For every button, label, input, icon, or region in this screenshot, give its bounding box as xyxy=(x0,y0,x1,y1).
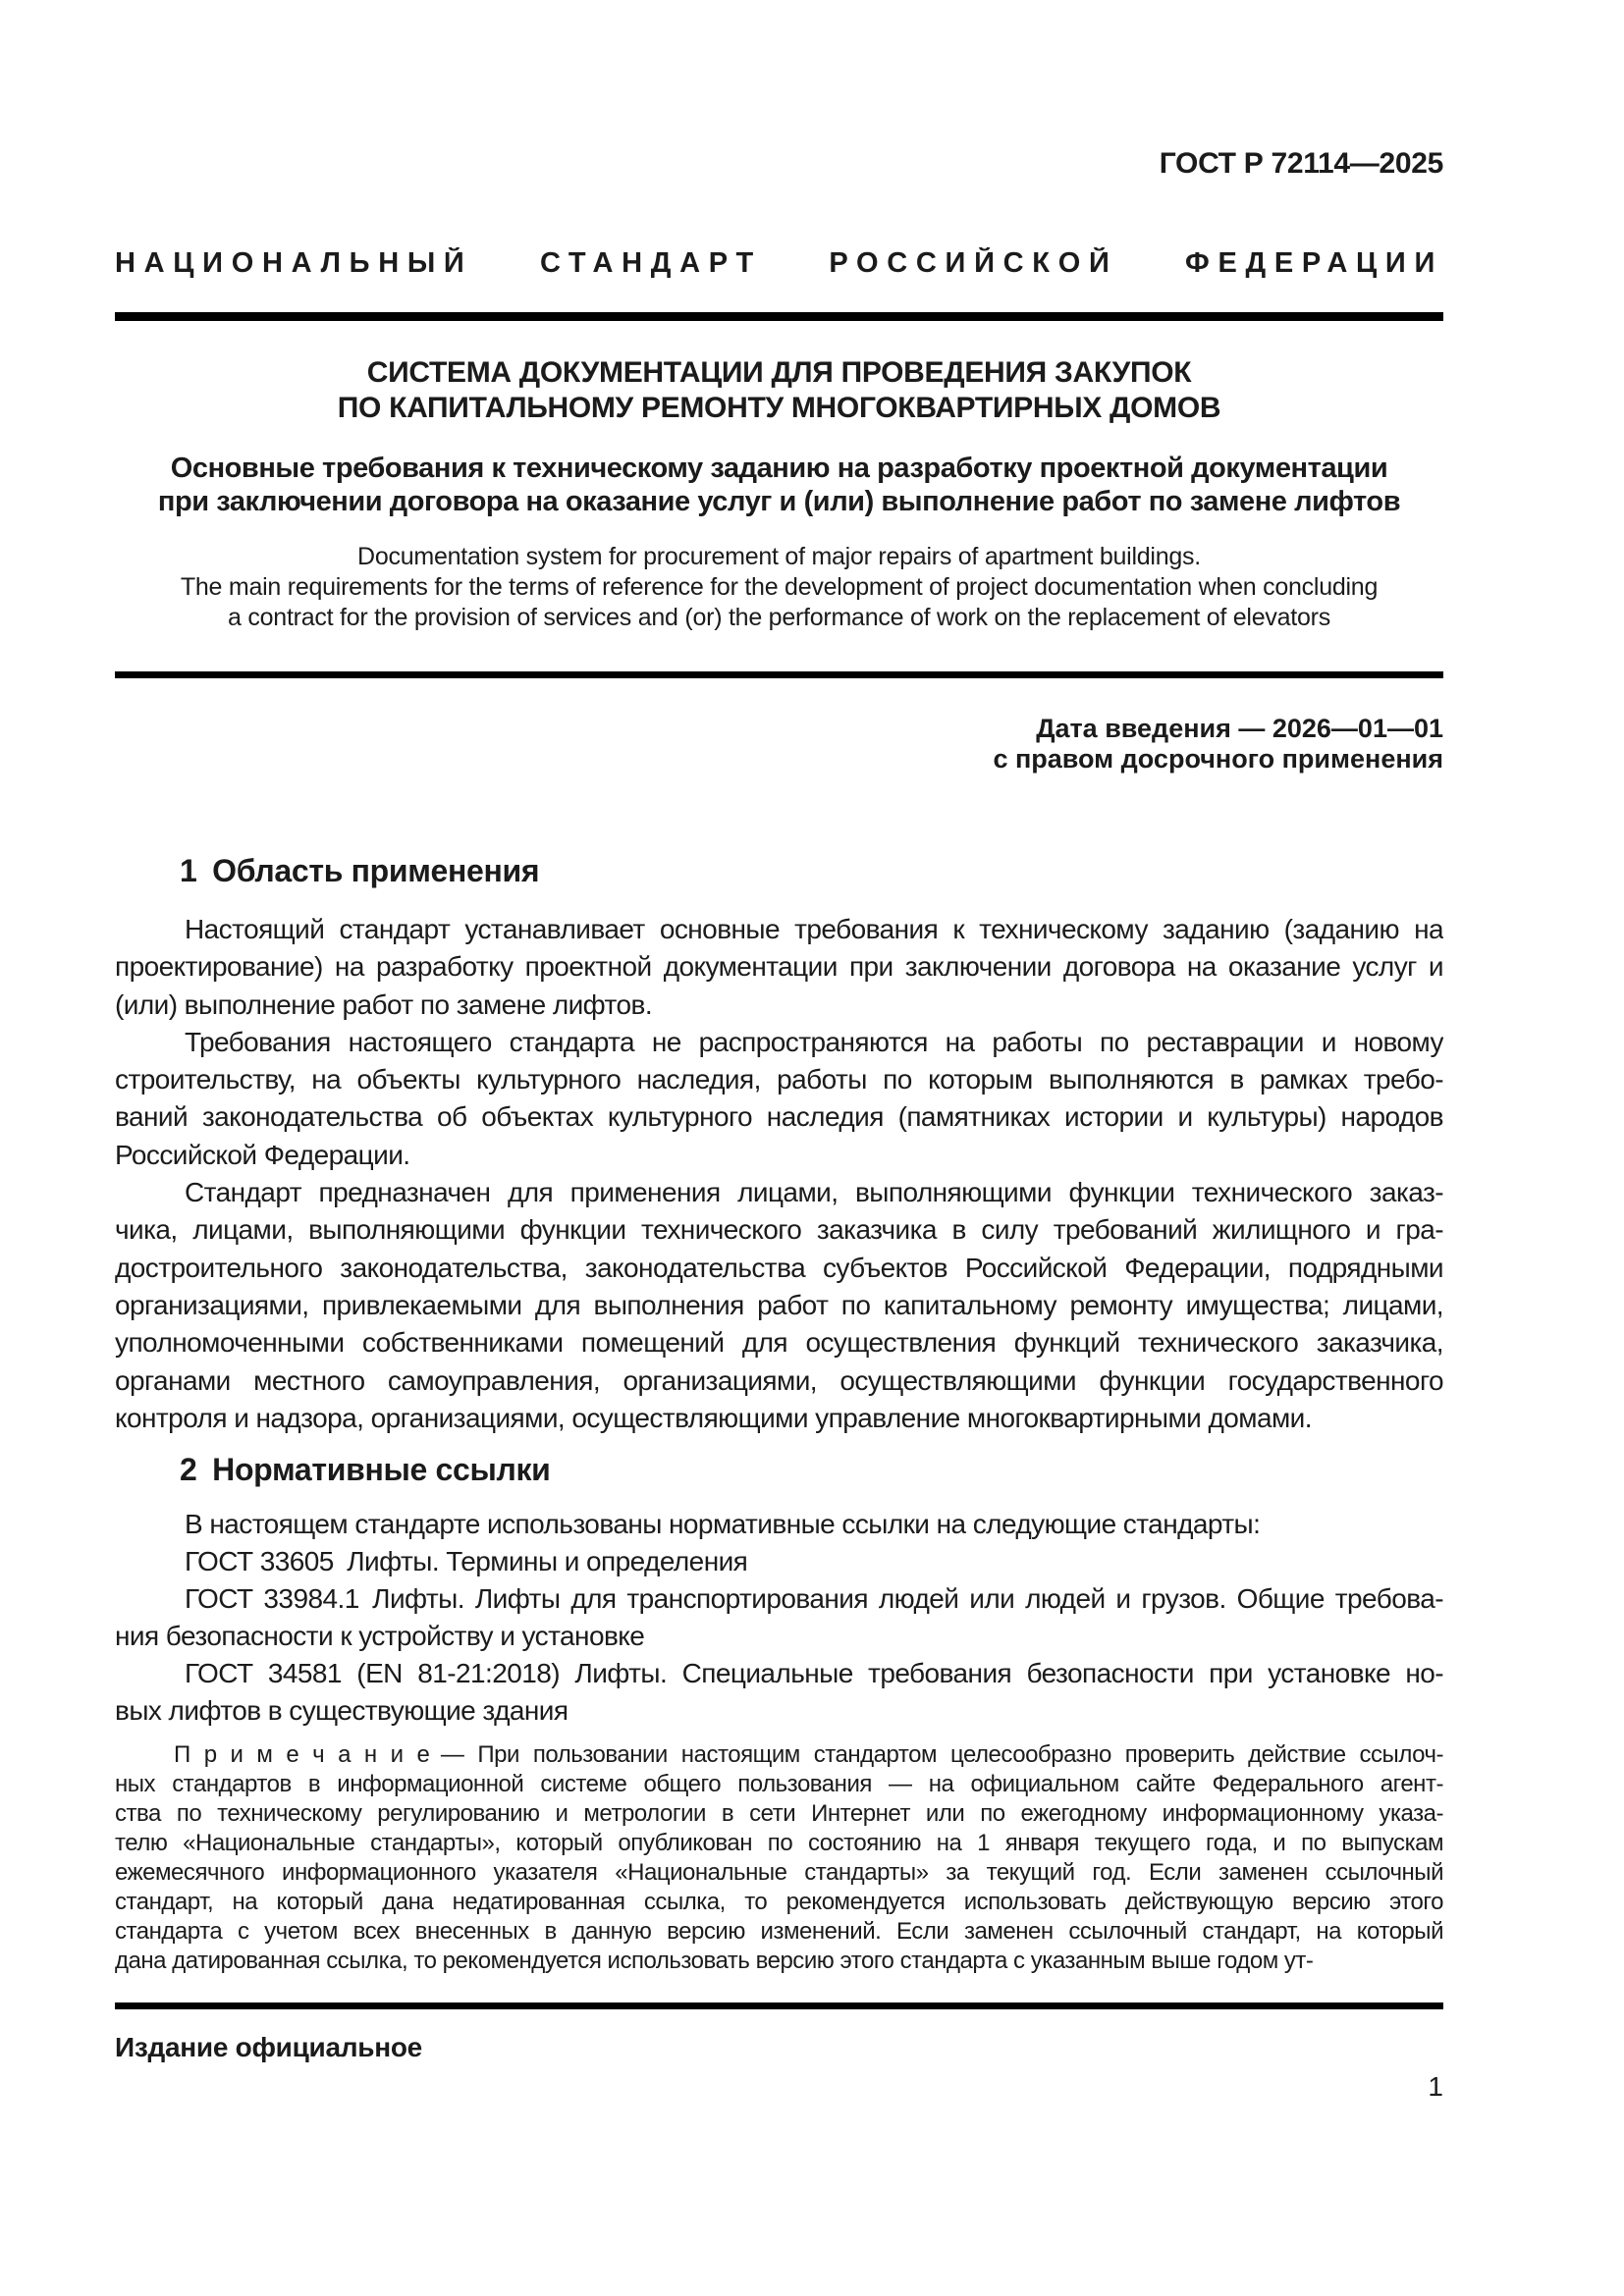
standard-type-banner: НАЦИОНАЛЬНЫЙ СТАНДАРТ РОССИЙСКОЙ ФЕДЕРАЦИИ xyxy=(115,247,1443,279)
reference-entry-gost-33984-1 xyxy=(115,1580,1443,1655)
horizontal-rule-bottom xyxy=(115,2002,1443,2009)
references-intro xyxy=(115,1506,1443,1543)
text-line: строительству, на объекты культурного наследия, работы по которым выполняются в рамках требо- xyxy=(115,1064,1443,1095)
text-line: Documentation system for procurement of major repairs of apartment buildings. xyxy=(357,543,1201,570)
text-line: Дата введения — 2026—01—01 xyxy=(1036,714,1443,743)
text-line: Стандарт предназначен для применения лицами, выполняющими функции технического заказ- xyxy=(185,1177,1443,1208)
text-line: органами местного самоуправления, организациями, осуществляющими функции государственного xyxy=(115,1364,1443,1396)
text-line: при заключении договора на оказание услуг и (или) выполнение работ по замене лифтов xyxy=(157,486,1401,517)
effective-date-block xyxy=(115,714,1443,774)
paragraph-scope-1 xyxy=(115,911,1443,1024)
text-line: ства по техническому регулированию и метрологии в сети Интернет или по ежегодному информационному указа- xyxy=(115,1800,1443,1827)
document-subtitle-ru xyxy=(115,452,1443,518)
paragraph-scope-2 xyxy=(115,1024,1443,1174)
text-line: ежемесячного информационного указателя «Национальные стандарты» за текущий год. Если заменен ссылочный xyxy=(115,1859,1443,1886)
text-line: стандарта с учетом всех внесенных в данную версию изменений. Если заменен ссылочный стандарт, на который xyxy=(115,1918,1443,1945)
text-line: чика, лицами, выполняющими функции технического заказчика в силу требований жилищного и гра- xyxy=(115,1214,1443,1246)
text-line: a contract for the provision of services and (or) the performance of work on the replacement of elevators xyxy=(228,604,1330,631)
section-1-body xyxy=(115,911,1443,1437)
page-number: 1 xyxy=(1428,2071,1443,2102)
references-note xyxy=(115,1740,1443,1976)
text-line: ния безопасности к устройству и установке xyxy=(115,1621,645,1651)
paragraph-scope-3 xyxy=(115,1174,1443,1437)
text-line: уполномоченными собственниками помещений для осуществления функций технического заказчика, xyxy=(115,1327,1443,1359)
text-line: проектирование) на разработку проектной документации при заключении договора на оказание услуг и xyxy=(115,951,1443,983)
text-line: Требования настоящего стандарта не распространяются на работы по реставрации и новому xyxy=(185,1026,1443,1057)
standard-code: ГОСТ Р 72114—2025 xyxy=(1159,147,1443,180)
section-2-body xyxy=(115,1506,1443,1730)
text-line: организациями, привлекаемыми для выполнения работ по капитальному ремонту имущества; лицами, xyxy=(115,1289,1443,1320)
section-1-heading: 1 Область применения xyxy=(180,853,540,888)
reference-entry-gost-34581 xyxy=(115,1655,1443,1730)
text-line: ных стандартов в информационной системе общего пользования — на официальном сайте Федерального агент- xyxy=(115,1771,1443,1797)
text-line: The main requirements for the terms of reference for the development of project documentation when concluding xyxy=(180,573,1379,601)
horizontal-rule-top xyxy=(115,312,1443,321)
text-line: ГОСТ 34581 (EN 81-21:2018) Лифты. Специальные требования безопасности при установке но- xyxy=(185,1658,1443,1688)
document-title-en xyxy=(115,542,1443,633)
text-line: ПО КАПИТАЛЬНОМУ РЕМОНТУ МНОГОКВАРТИРНЫХ ДОМОВ xyxy=(337,392,1221,424)
document-title-ru xyxy=(115,355,1443,426)
text-line: ГОСТ 33984.1 Лифты. Лифты для транспортирования людей или людей и грузов. Общие требова- xyxy=(185,1583,1443,1614)
text-line: ваний законодательства об объектах культурного наследия (памятниках истории и культуры) народов xyxy=(115,1101,1443,1133)
text-line: П р и м е ч а н и е — При пользовании настоящим стандартом целесообразно проверить действие ссылоч- xyxy=(174,1741,1443,1768)
text-line: телю «Национальные стандарты», который опубликован по состоянию на 1 января текущего года, и по выпускам xyxy=(115,1830,1443,1856)
horizontal-rule-middle xyxy=(115,671,1443,678)
text-line: с правом досрочного применения xyxy=(993,744,1443,774)
edition-note: Издание официальное xyxy=(115,2032,422,2062)
text-line: достроительного законодательства, законодательства субъектов Российской Федерации, подрядными xyxy=(115,1252,1443,1283)
text-line: СИСТЕМА ДОКУМЕНТАЦИИ ДЛЯ ПРОВЕДЕНИЯ ЗАКУПОК xyxy=(366,356,1192,389)
text-line: В настоящем стандарте использованы нормативные ссылки на следующие стандарты: xyxy=(185,1509,1261,1539)
text-line: дана датированная ссылка, то рекомендуется использовать версию этого стандарта с указанным выше годом ут- xyxy=(115,1948,1314,1974)
text-line: Настоящий стандарт устанавливает основные требования к техническому заданию (заданию на xyxy=(185,914,1443,944)
text-line: стандарт, на который дана недатированная ссылка, то рекомендуется использовать действующую версию этого xyxy=(115,1889,1443,1915)
text-line: ГОСТ 33605 Лифты. Термины и определения xyxy=(185,1546,748,1576)
text-line: Основные требования к техническому заданию на разработку проектной документации xyxy=(170,453,1388,484)
reference-entry-gost-33605 xyxy=(115,1543,1443,1580)
text-line: (или) выполнение работ по замене лифтов. xyxy=(115,988,653,1020)
text-line: Российской Федерации. xyxy=(115,1139,410,1170)
text-line: контроля и надзора, организациями, осуществляющими управление многоквартирными домами. xyxy=(115,1402,1312,1433)
section-2-heading: 2 Нормативные ссылки xyxy=(180,1452,551,1487)
text-line: вых лифтов в существующие здания xyxy=(115,1695,568,1726)
